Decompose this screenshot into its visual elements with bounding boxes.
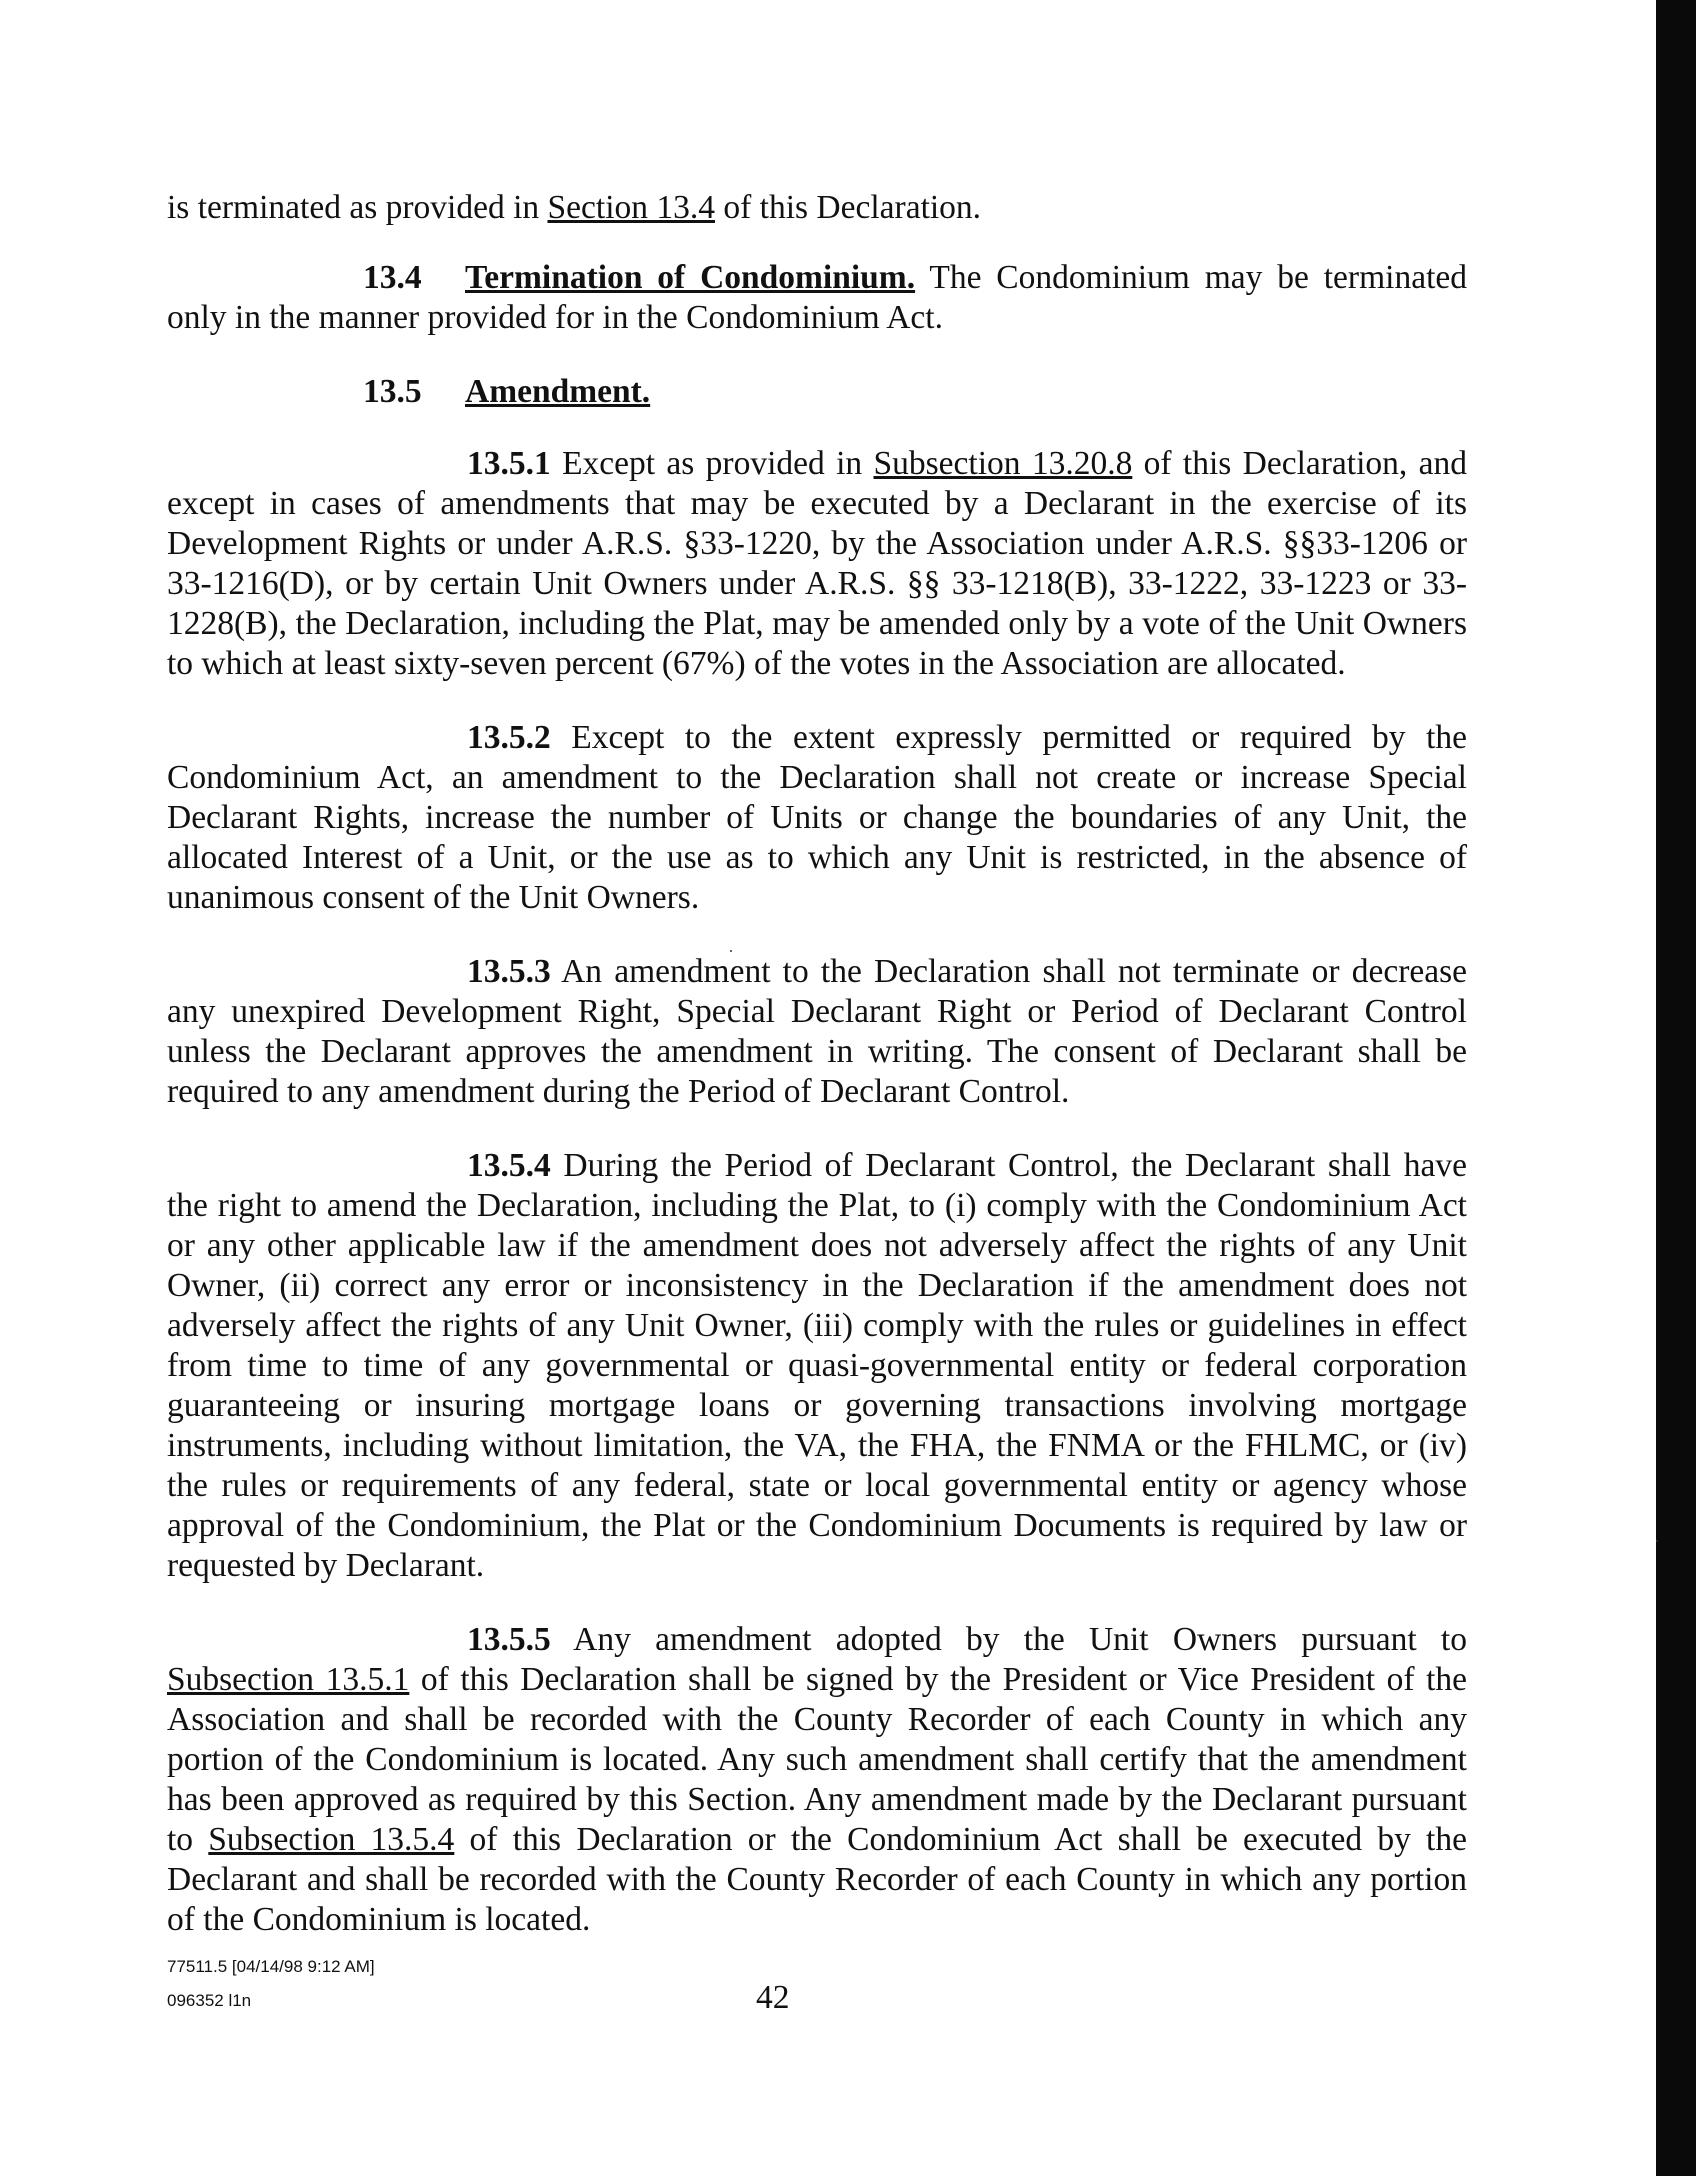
scan-dark-edge [1656, 0, 1696, 2176]
subsection-13-20-8-reference: Subsection 13.20.8 [873, 445, 1133, 482]
subsection-number: 13.5.4 [467, 1147, 551, 1184]
subsection-number: 13.5.1 [467, 445, 551, 482]
subsection-13-5-1: 13.5.1 Except as provided in Subsection 13.20.8 of this Declaration, and except in cases of amendments that may be executed by a Declarant in the exercise of its Development Rights or under A.R.S. §33-1220, by the Association under A.R.S. §§33-1206 or 33-1216(D), or by certain Unit Owners under A.R.S. §§ 33-1218(B), 33-1222, 33-1223 or 33-1228(B), the Declaration, including the Plat, may be amended only by a vote of the Unit Owners to which at least sixty-seven percent (67%) of the votes in the Association are allocated. [167, 445, 1467, 682]
document-body [167, 188, 1467, 1940]
subsection-13-5-3: 13.5.3 An amendment to the Declaration shall not terminate or decrease any unexpired Development Right, Special Declarant Right or Period of Declarant Control unless the Declarant approves the amendment in writing. The consent of Declarant shall be required to any amendment during the Period of Declarant Control. [167, 953, 1467, 1110]
section-number: 13.4 [363, 259, 422, 296]
subsection-number: 13.5.3 [467, 953, 551, 990]
section-heading: Termination of Condominium. [465, 259, 916, 296]
section-number: 13.5 [363, 373, 422, 410]
section-heading: Amendment. [465, 373, 651, 410]
section-13-4: 13.4 Termination of Condominium. The Condominium may be terminated only in the manner provided for in the Condominium Act. [167, 259, 1467, 336]
scan-speck [730, 950, 732, 952]
footer-file-code: 096352 l1n [167, 1991, 252, 2010]
footer-doc-id: 77511.5 [04/14/98 9:12 AM] [167, 1957, 375, 1976]
subsection-13-5-2: 13.5.2 Except to the extent expressly permitted or required by the Condominium Act, an amendment to the Declaration shall not create or increase Special Declarant Rights, increase the number of Units or change the boundaries of any Unit, the allocated Interest of a Unit, or the use as to which any Unit is restricted, in the absence of unanimous consent of the Unit Owners. [167, 719, 1467, 916]
continuation-paragraph: is terminated as provided in Section 13.4 of this Declaration. [167, 189, 982, 226]
subsection-13-5-1-reference: Subsection 13.5.1 [167, 1661, 410, 1698]
subsection-number: 13.5.2 [467, 719, 551, 756]
page-number: 42 [756, 1979, 790, 2016]
section-13-4-reference: Section 13.4 [547, 189, 715, 226]
section-13-5 [167, 372, 1467, 412]
scan-speck [1656, 1540, 1658, 1542]
footer-identifiers [167, 1950, 375, 2018]
subsection-number: 13.5.5 [467, 1621, 551, 1658]
subsection-13-5-4: 13.5.4 During the Period of Declarant Control, the Declarant shall have the right to amend the Declaration, including the Plat, to (i) comply with the Condominium Act or any other applicable law if the amendment does not adversely affect the rights of any Unit Owner, (ii) correct any error or inconsistency in the Declaration if the amendment does not adversely affect the rights of any Unit Owner, (iii) comply with the rules or guidelines in effect from time to time of any governmental or quasi-governmental entity or federal corporation guaranteeing or insuring mortgage loans or governing transactions involving mortgage instruments, including without limitation, the VA, the FHA, the FNMA or the FHLMC, or (iv) the rules or requirements of any federal, state or local governmental entity or agency whose approval of the Condominium, the Plat or the Condominium Documents is required by law or requested by Declarant. [167, 1147, 1467, 1584]
subsection-13-5-5: 13.5.5 Any amendment adopted by the Unit Owners pursuant to Subsection 13.5.1 of this Declaration shall be signed by the President or Vice President of the Association and shall be recorded with the County Recorder of each County in which any portion of the Condominium is located. Any such amendment shall certify that the amendment has been approved as required by this Section. Any amendment made by the Declarant pursuant to Subsection 13.5.4 of this Declaration or the Condominium Act shall be executed by the Declarant and shall be recorded with the County Recorder of each County in which any portion of the Condominium is located. [167, 1621, 1467, 1938]
subsection-13-5-4-reference: Subsection 13.5.4 [208, 1821, 455, 1858]
